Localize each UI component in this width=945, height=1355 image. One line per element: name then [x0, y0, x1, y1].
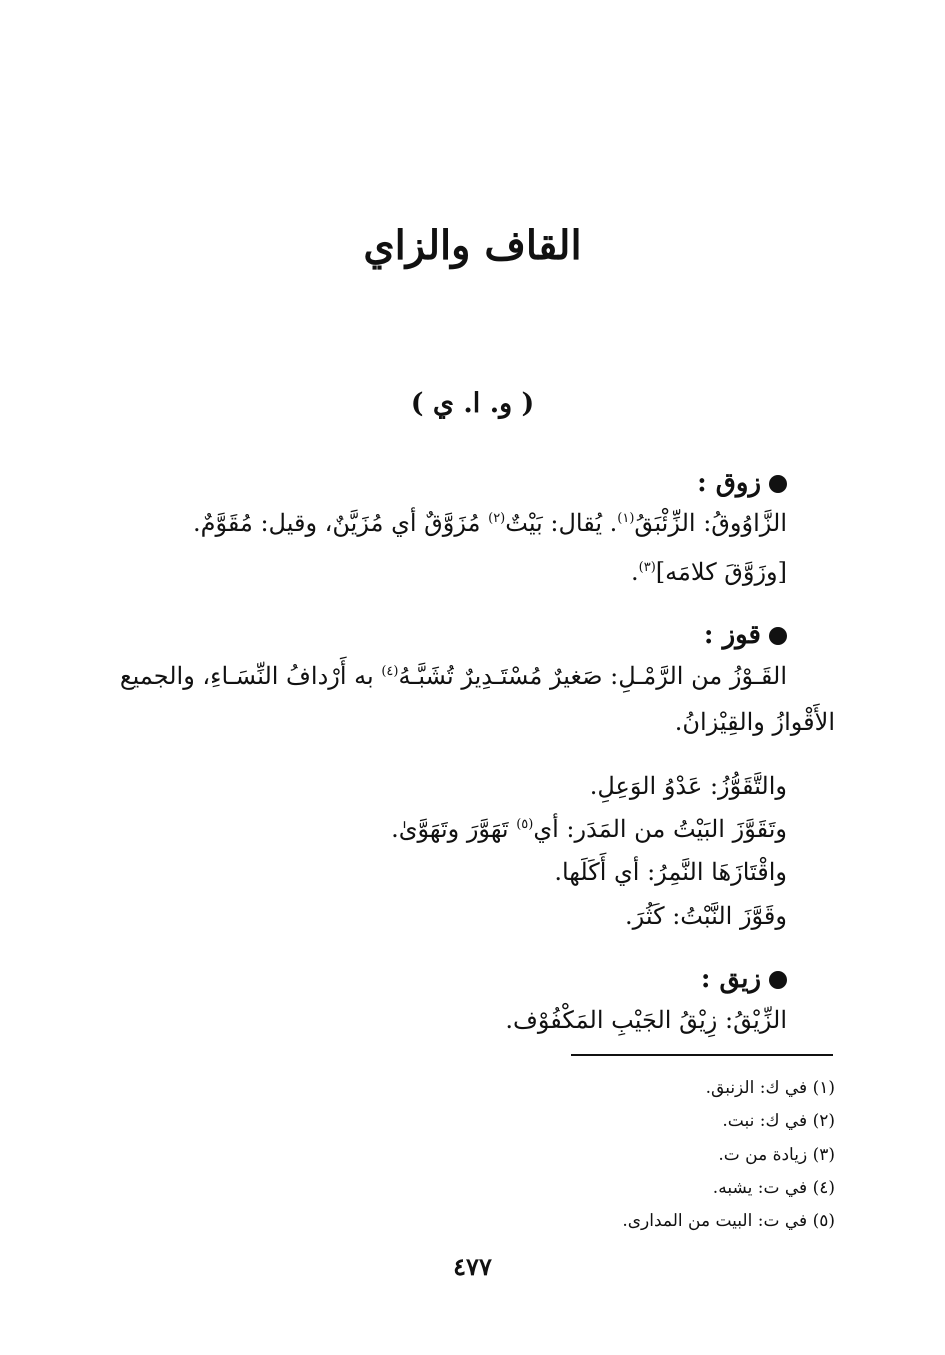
footnote: (٣) زيادة من ت.	[718, 1145, 835, 1165]
entry-line: القَـوْزُ من الرَّمْـلِ: صَغيرٌ مُسْتَـدِيرٌ تُشَبَّـهُ$^{(٤)}$ به أَرْدافُ النِّسَـاءِ، والجميع	[119, 662, 787, 690]
entry-line: واقْتَازَهَا النَّمِرُ: أي أَكَلَها.	[554, 858, 787, 886]
footnote: (٤) في ت: يشبه.	[712, 1178, 835, 1198]
bullet-icon	[769, 627, 787, 645]
bullet-icon	[769, 475, 787, 493]
footnote: (٢) في ك: نبت.	[722, 1111, 835, 1131]
entry-line: وتَقَوَّزَ البَيْتُ من المَدَر: أي$^{(٥)}$ تَهَوَّرَ وتَهَوَّىٰ.	[391, 815, 787, 843]
entry-line: والتَّقَوُّزُ: عَدْوُ الوَعِلِ.	[589, 772, 787, 800]
entry-line: الزِّيْقُ: زِيْقُ الجَيْبِ المَكْفُوْف.	[505, 1006, 787, 1034]
footnote-separator	[571, 1054, 833, 1056]
page-number: ٤٧٧	[453, 1252, 492, 1281]
footnote: (١) في ك: الزنبق.	[705, 1078, 835, 1098]
root-heading: ( و. ا. ي )	[410, 388, 535, 419]
footnote: (٥) في ت: البيت من المدارى.	[622, 1211, 835, 1231]
entry-heading: زوق :	[697, 468, 787, 498]
entry-line: [وزَوَّقَ كلامَه]$^{(٣)}$.	[631, 558, 787, 586]
entry-heading: قوز :	[704, 620, 787, 650]
entry-line: وقَوَّزَ النَّبْتُ: كَثُرَ.	[625, 902, 787, 930]
bullet-icon	[769, 971, 787, 989]
entry-line: الأَقْوازُ والقِيْزانُ.	[674, 708, 835, 736]
entry-line: الزَّاوُوقُ: الزِّئْبَقُ$^{(١)}$. يُقال: بَيْتٌ$^{(٢)}$ مُزَوَّقٌ أي مُزَيَّنٌ، وقيل: مُقَوَّمٌ.	[192, 509, 787, 537]
chapter-title: القاف والزاي	[363, 222, 582, 269]
entry-heading: زيق :	[701, 964, 787, 994]
